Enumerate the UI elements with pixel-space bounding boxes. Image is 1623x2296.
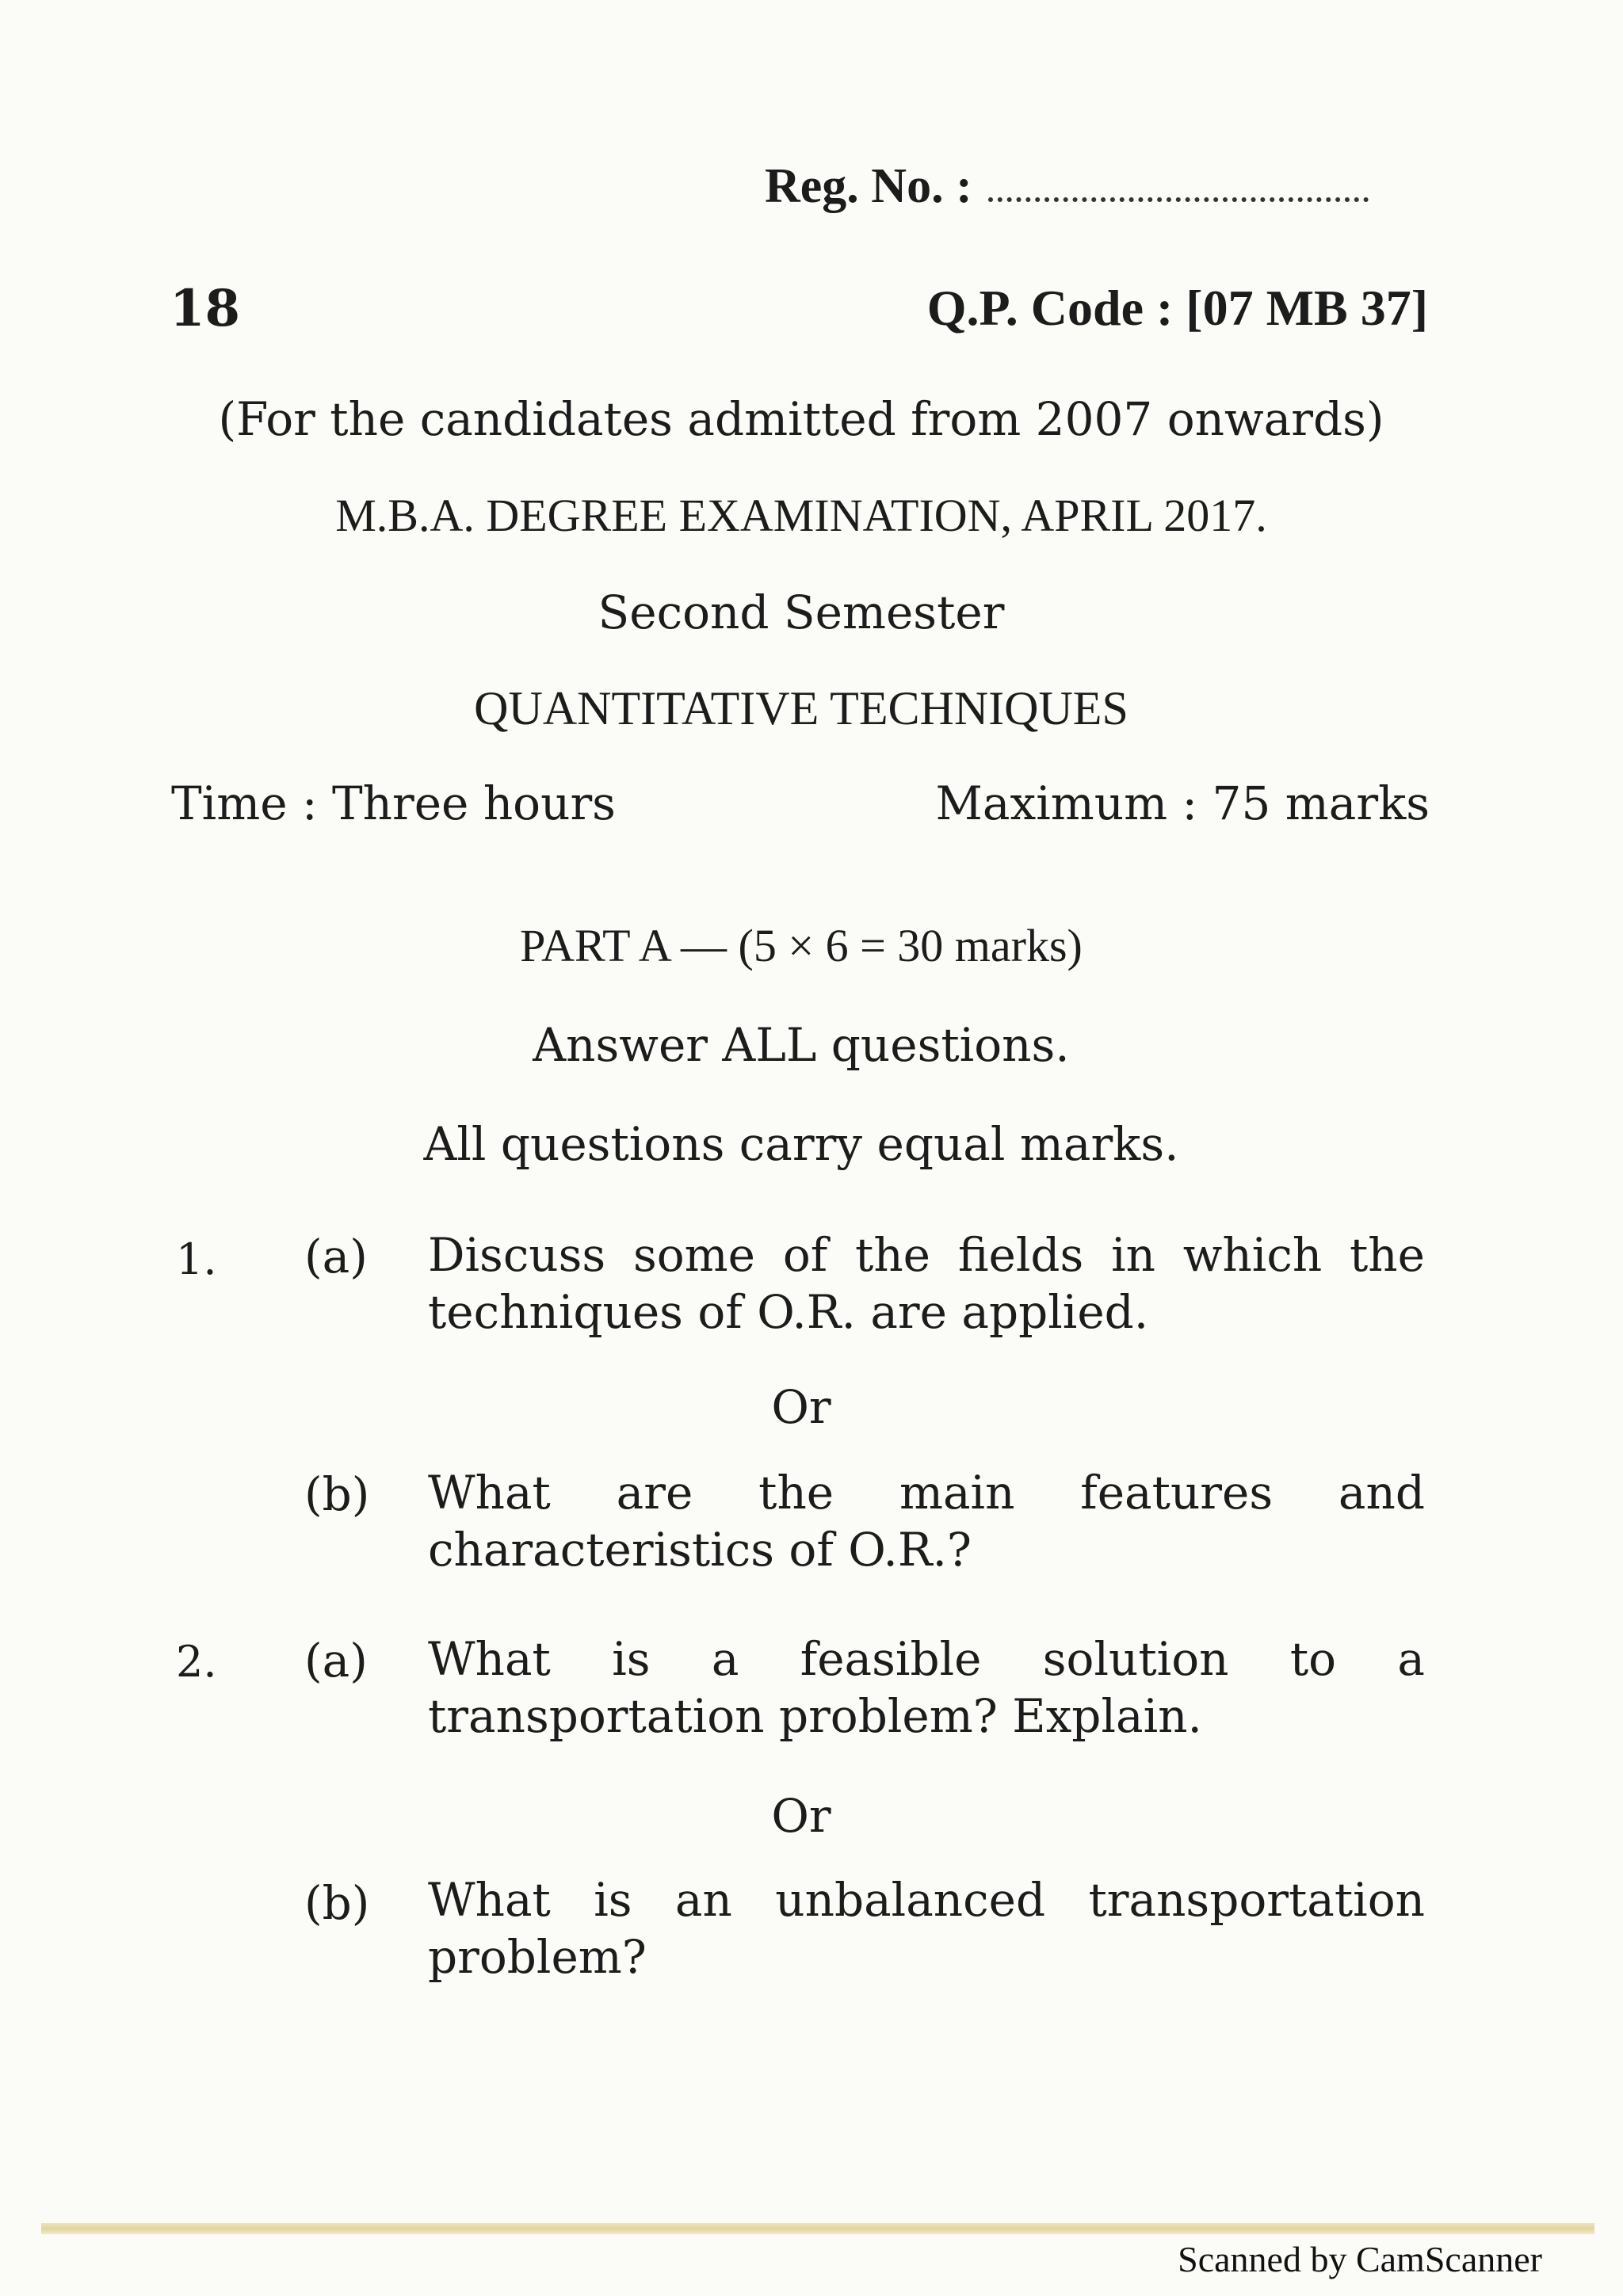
- reg-no-blank: [988, 197, 1369, 202]
- exam-duration: Time : Three hours: [171, 776, 616, 830]
- question-number: 1.: [176, 1234, 217, 1284]
- question-2a-line-1: What is a feasible solution to a: [428, 1632, 1425, 1686]
- question-1a-text: [428, 1226, 1425, 1341]
- question-2b-line-2: problem?: [428, 1930, 647, 1984]
- question-2b-text: [428, 1871, 1425, 1985]
- question-2b-line-1: What is an unbalanced transportation: [428, 1873, 1425, 1927]
- question-part-label: (a): [304, 1634, 368, 1688]
- question-1b-line-2: characteristics of O.R.?: [428, 1523, 972, 1577]
- question-part-label: (a): [304, 1230, 368, 1283]
- page-bottom-rule: [41, 2223, 1594, 2234]
- question-2a-text: [428, 1630, 1425, 1745]
- instruction-answer-all: Answer ALL questions.: [533, 1018, 1070, 1072]
- maximum-marks: Maximum : 75 marks: [935, 776, 1430, 830]
- question-part-label: (b): [304, 1876, 370, 1930]
- reg-no-field: [765, 158, 1369, 215]
- part-a-title: PART A — (5 × 6 = 30 marks): [520, 920, 1083, 971]
- semester: Second Semester: [598, 585, 1005, 639]
- subject-title: QUANTITATIVE TECHNIQUES: [474, 682, 1128, 734]
- question-1a-line-2: techniques of O.R. are applied.: [428, 1285, 1149, 1339]
- reg-no-label: Reg. No. :: [765, 159, 972, 213]
- scanner-watermark: Scanned by CamScanner: [1178, 2239, 1542, 2279]
- question-2a-line-2: transportation problem? Explain.: [428, 1689, 1202, 1743]
- exam-title: M.B.A. DEGREE EXAMINATION, APRIL 2017.: [335, 490, 1267, 541]
- paper-number: 18: [170, 279, 241, 338]
- qp-code: Q.P. Code : [07 MB 37]: [926, 280, 1428, 336]
- question-1a-line-1: Discuss some of the fields in which the: [428, 1228, 1425, 1282]
- question-1b-line-1: What are the main features and: [428, 1466, 1425, 1520]
- question-1b-text: [428, 1464, 1425, 1578]
- or-separator: Or: [771, 1789, 831, 1843]
- question-part-label: (b): [304, 1467, 370, 1521]
- or-separator: Or: [771, 1380, 831, 1434]
- instruction-equal-marks: All questions carry equal marks.: [423, 1117, 1179, 1171]
- admission-note: (For the candidates admitted from 2007 onwards): [218, 392, 1384, 446]
- question-number: 2.: [176, 1637, 217, 1687]
